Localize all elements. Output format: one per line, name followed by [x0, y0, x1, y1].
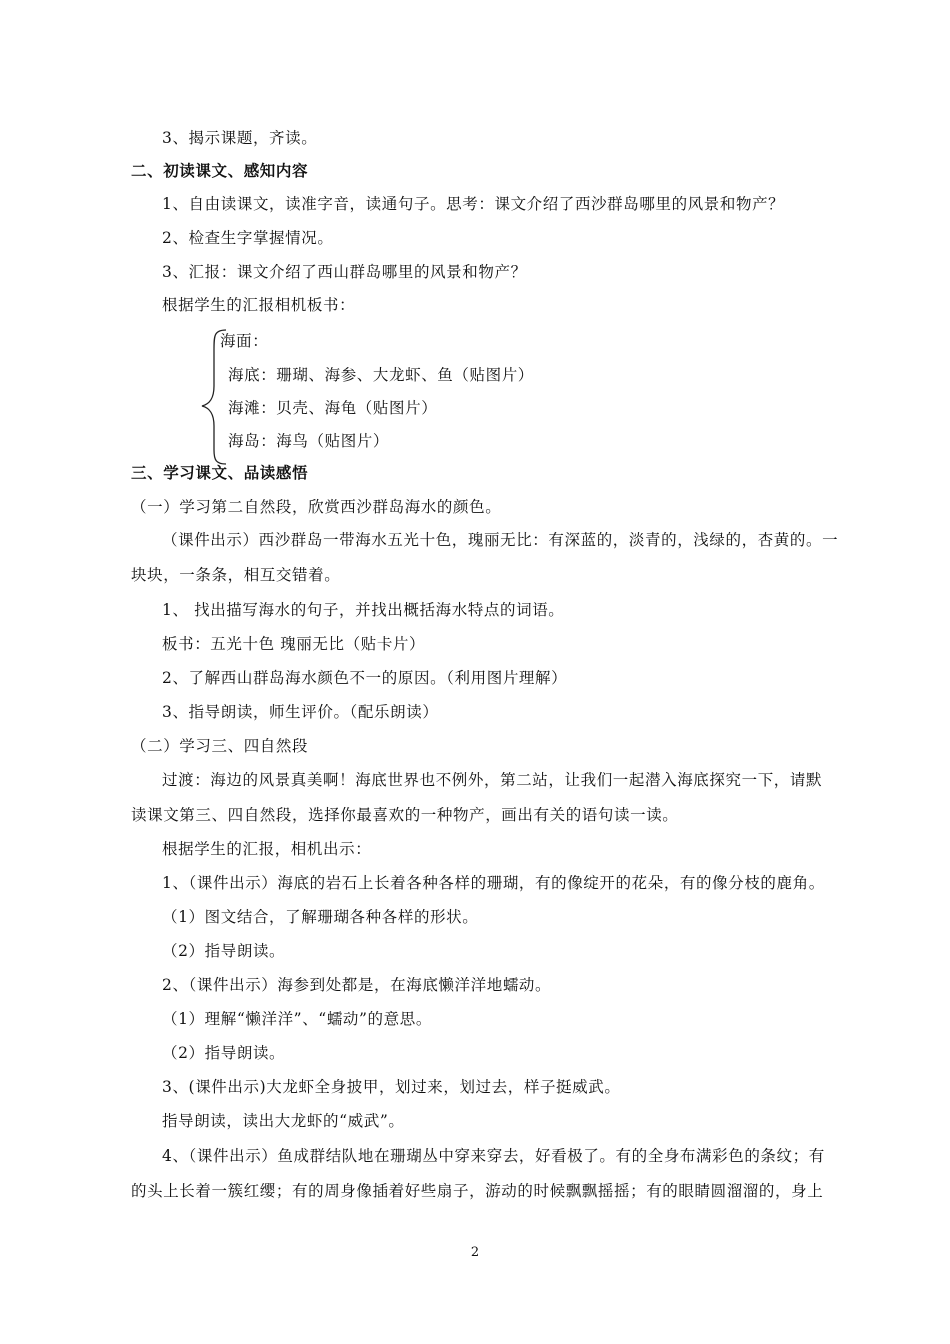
paragraph: 3、指导朗读，师生评价。（配乐朗读）: [162, 703, 439, 721]
paragraph: （2）指导朗读。: [162, 1044, 286, 1062]
paragraph: 4、（课件出示）鱼成群结队地在珊瑚丛中穿来穿去，好看极了。有的全身布满彩色的条纹；有: [162, 1147, 825, 1165]
section-heading: 二、初读课文、感知内容: [131, 161, 309, 180]
paragraph: 3、汇报：课文介绍了西山群岛哪里的风景和物产？: [162, 263, 527, 281]
paragraph: 根据学生的汇报，相机出示：: [162, 840, 372, 858]
paragraph: 过渡：海边的风景真美啊！海底世界也不例外，第二站，让我们一起潜入海底探究一下，请默: [162, 771, 823, 789]
board-item: 海底：珊瑚、海参、大龙虾、鱼（贴图片）: [228, 366, 534, 384]
paragraph: （课件出示）西沙群岛一带海水五光十色，瑰丽无比：有深蓝的，淡青的，浅绿的，杏黄的。一: [162, 531, 839, 549]
paragraph: （1）图文结合，了解珊瑚各种各样的形状。: [162, 908, 479, 926]
board-item: 海面：: [220, 332, 269, 350]
paragraph: （1）理解“懒洋洋”、“蠕动”的意思。: [162, 1010, 432, 1028]
paragraph: 3、(课件出示)大龙虾全身披甲，划过来，划过去，样子挺威武。: [162, 1078, 621, 1096]
paragraph: 读课文第三、四自然段，选择你最喜欢的一种物产，画出有关的语句读一读。: [131, 806, 679, 824]
paragraph: 块块，一条条，相互交错着。: [131, 566, 341, 584]
paragraph: 2、检查生字掌握情况。: [162, 229, 334, 247]
paragraph: 1、自由读课文，读准字音，读通句子。思考：课文介绍了西沙群岛哪里的风景和物产？: [162, 195, 785, 213]
paragraph: 板书：五光十色 瑰丽无比（贴卡片）: [162, 635, 426, 653]
page-number: 2: [470, 1245, 480, 1260]
paragraph: 1、（课件出示）海底的岩石上长着各种各样的珊瑚，有的像绽开的花朵，有的像分枝的鹿角。: [162, 874, 825, 892]
board-outline: [200, 326, 620, 466]
paragraph: 根据学生的汇报相机板书：: [162, 296, 356, 314]
paragraph: 2、了解西山群岛海水颜色不一的原因。（利用图片理解）: [162, 669, 568, 687]
board-item: 海岛：海鸟（贴图片）: [228, 432, 390, 450]
paragraph: 指导朗读，读出大龙虾的“威武”。: [162, 1112, 405, 1130]
board-item: 海滩：贝壳、海龟（贴图片）: [228, 399, 438, 417]
paragraph: 的头上长着一簇红缨；有的周身像插着好些扇子，游动的时候飘飘摇摇；有的眼睛圆溜溜的，身上: [131, 1182, 824, 1200]
paragraph: 1、 找出描写海水的句子，并找出概括海水特点的词语。: [162, 601, 565, 619]
paragraph: （2）指导朗读。: [162, 942, 286, 960]
subsection-title: （二）学习三、四自然段: [131, 737, 309, 755]
subsection-title: （一）学习第二自然段，欣赏西沙群岛海水的颜色。: [131, 498, 502, 516]
section-heading: 三、学习课文、品读感悟: [131, 463, 309, 482]
paragraph: 2、（课件出示）海参到处都是，在海底懒洋洋地蠕动。: [162, 976, 552, 994]
paragraph: 3、揭示课题，齐读。: [162, 129, 318, 147]
